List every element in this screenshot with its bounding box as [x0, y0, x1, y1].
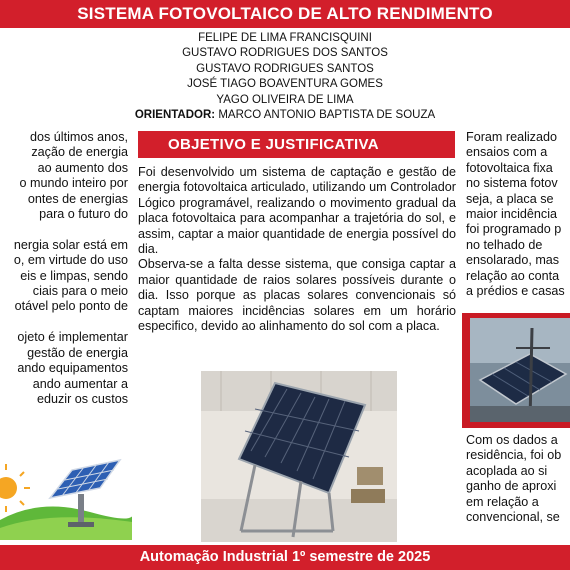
text-line: seja, a placa se — [466, 191, 554, 206]
author-name: GUSTAVO RODRIGUES SANTOS — [196, 62, 374, 75]
text-line: ao aumento dos — [37, 160, 128, 175]
text-line: maior incidência — [466, 207, 557, 222]
text-line: otável pelo ponto de — [14, 299, 128, 314]
rooftop-test-photo — [470, 318, 570, 422]
text-line: residência, foi ob — [466, 448, 562, 463]
text-line: dos últimos anos, — [29, 130, 128, 144]
text-line: no telhado de — [466, 237, 543, 252]
section-heading-objective: OBJETIVO E JUSTIFICATIVA — [138, 131, 455, 158]
advisor-name: MARCO ANTONIO BAPTISTA DE SOUZA — [218, 109, 436, 122]
solar-panel-illustration — [0, 450, 132, 540]
objective-paragraph-2: Observa-se a falta desse sistema, que consiga captar a maior quantidade de raios solares possíveis durante o dia. Isso porque as placas solares convencionais só captam maiores incidências solares em um horário especifico, devido ao alinhamento do sol com a placa. — [138, 257, 456, 334]
text-line: acoplada ao si — [466, 463, 548, 478]
text-line: ando aumentar a — [32, 376, 128, 391]
text-line: relação ao conta — [466, 268, 560, 283]
text-line: o, em virtude do uso — [13, 253, 128, 268]
text-line — [0, 315, 128, 330]
text-line: Foram realizado — [466, 130, 557, 144]
text-line: eis e limpas, sendo — [20, 268, 128, 283]
text-line: ensaios com a — [466, 145, 548, 160]
text-line: foi programado p — [466, 222, 562, 237]
right-column-text-bottom — [466, 433, 570, 525]
text-line: convencional, se — [466, 510, 560, 525]
text-line: gestão de energia — [27, 345, 128, 360]
rooftop-solar-panel-image — [470, 318, 570, 422]
poster-title: SISTEMA FOTOVOLTAICO DE ALTO RENDIMENTO — [0, 0, 570, 28]
author-name: FELIPE DE LIMA FRANCISQUINI — [198, 32, 372, 44]
author-name: YAGO OLIVEIRA DE LIMA — [216, 93, 354, 106]
middle-column — [138, 165, 456, 334]
text-line: Com os dados a — [466, 433, 558, 447]
author-list — [0, 31, 570, 123]
advisor-line: ORIENTADOR: MARCO ANTONIO BAPTISTA DE SOUZA — [134, 109, 436, 122]
objective-paragraph-1: Foi desenvolvido um sistema de captação e gestão de energia fotovoltaica articulado, utilizando um Controlador Lógico programável, realizando o movimento gradual da placa fotovoltaica para acompanhar a trajetória do sol, e assim, captar a maior quantidade de energia possível do dia. — [138, 165, 456, 257]
left-column — [0, 130, 128, 430]
text-line: nergia solar está em — [13, 237, 128, 252]
text-line: zação de energia — [31, 145, 128, 160]
text-line: em relação a — [466, 494, 539, 509]
text-line: o mundo inteiro por — [19, 176, 128, 191]
advisor-label: ORIENTADOR — [134, 109, 212, 122]
text-line: para o futuro do — [39, 207, 128, 222]
text-line: ganho de aproxi — [466, 479, 557, 494]
poster-footer: Automação Industrial 1º semestre de 2025 — [0, 545, 570, 570]
text-line: fotovoltaica fixa — [466, 160, 553, 175]
solar-panel-clipart — [0, 450, 132, 540]
text-line: ontes de energias — [27, 191, 128, 206]
text-line: ensolarado, mas — [466, 253, 560, 268]
text-line: ando equipamentos — [17, 361, 128, 376]
text-line: no sistema fotov — [466, 176, 558, 191]
prototype-photo — [201, 371, 397, 542]
author-name: JOSÉ TIAGO BOAVENTURA GOMES — [187, 78, 383, 91]
text-line: a prédios e casas — [466, 284, 565, 299]
left-column-text — [0, 130, 128, 407]
prototype-solar-panel-image — [201, 371, 397, 542]
text-line: ojeto é implementar — [17, 330, 128, 345]
text-line: ciais para o meio — [32, 284, 128, 299]
author-name: GUSTAVO RODRIGUES DOS SANTOS — [182, 47, 388, 60]
text-line: eduzir os custos — [37, 391, 128, 406]
text-line — [0, 222, 128, 237]
right-column-text-top — [466, 130, 570, 299]
